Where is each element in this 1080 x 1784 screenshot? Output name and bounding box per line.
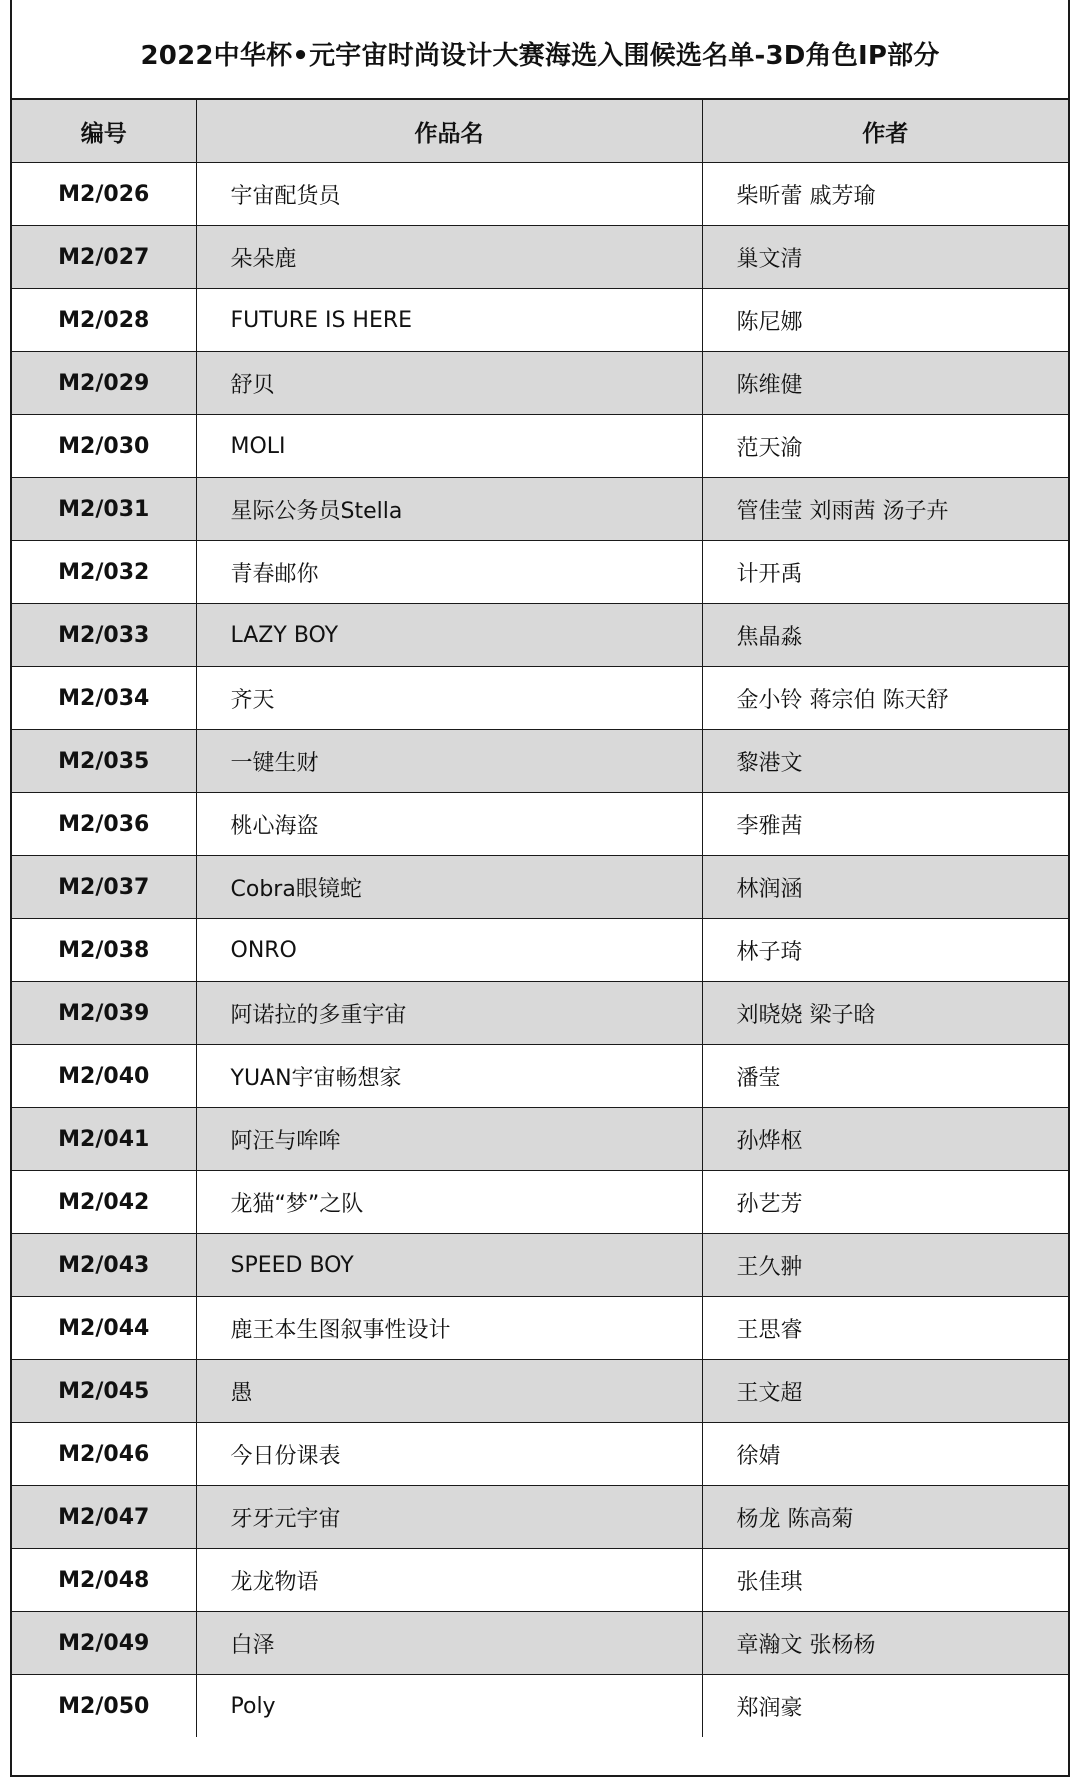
cell-work: 青春邮你 (196, 541, 702, 604)
cell-author: 林子琦 (702, 919, 1068, 982)
cell-code: M2/044 (12, 1297, 196, 1360)
cell-author: 潘莹 (702, 1045, 1068, 1108)
cell-code: M2/032 (12, 541, 196, 604)
cell-code: M2/026 (12, 163, 196, 226)
cell-code: M2/039 (12, 982, 196, 1045)
cell-work: 桃心海盗 (196, 793, 702, 856)
page-title: 2022中华杯•元宇宙时尚设计大赛海选入围候选名单-3D角色IP部分 (12, 0, 1068, 100)
cell-author: 管佳莹 刘雨茜 汤子卉 (702, 478, 1068, 541)
table-row (12, 856, 1068, 919)
cell-work: 阿汪与哞哞 (196, 1108, 702, 1171)
cell-author: 王久翀 (702, 1234, 1068, 1297)
cell-work: SPEED BOY (196, 1234, 702, 1297)
table-row (12, 1171, 1068, 1234)
cell-work: 星际公务员Stella (196, 478, 702, 541)
cell-code: M2/038 (12, 919, 196, 982)
table-row (12, 1486, 1068, 1549)
table-row (12, 604, 1068, 667)
table-row (12, 1675, 1068, 1738)
cell-author: 范天渝 (702, 415, 1068, 478)
cell-code: M2/046 (12, 1423, 196, 1486)
table-row (12, 352, 1068, 415)
cell-code: M2/031 (12, 478, 196, 541)
candidate-table (12, 100, 1068, 1737)
table-row (12, 163, 1068, 226)
cell-author: 陈尼娜 (702, 289, 1068, 352)
cell-work: FUTURE IS HERE (196, 289, 702, 352)
cell-code: M2/036 (12, 793, 196, 856)
cell-author: 李雅茜 (702, 793, 1068, 856)
cell-author: 徐婧 (702, 1423, 1068, 1486)
cell-author: 孙艺芳 (702, 1171, 1068, 1234)
cell-code: M2/029 (12, 352, 196, 415)
cell-work: 舒贝 (196, 352, 702, 415)
cell-author: 郑润豪 (736, 1695, 803, 1721)
table-row (12, 226, 1068, 289)
cell-code: M2/045 (12, 1360, 196, 1423)
cell-author: 王文超 (702, 1360, 1068, 1423)
cell-work: 白泽 (196, 1612, 702, 1675)
cell-code: M2/028 (12, 289, 196, 352)
cell-author: 林润涵 (702, 856, 1068, 919)
table-row (12, 1297, 1068, 1360)
cell-code: M2/048 (12, 1549, 196, 1612)
cell-author: 焦晶淼 (702, 604, 1068, 667)
table-row (12, 541, 1068, 604)
cell-author: 刘晓娆 梁子晗 (702, 982, 1068, 1045)
cell-author: 黎港文 (702, 730, 1068, 793)
cell-work: MOLI (196, 415, 702, 478)
cell-work: 牙牙元宇宙 (196, 1486, 702, 1549)
table-header-row (12, 100, 1068, 163)
table-row (12, 1360, 1068, 1423)
table-row (12, 289, 1068, 352)
cell-work: 宇宙配货员 (196, 163, 702, 226)
cell-code: M2/027 (12, 226, 196, 289)
cell-work: LAZY BOY (196, 604, 702, 667)
cell-author: 杨龙 陈高菊 (702, 1486, 1068, 1549)
cell-work: 龙猫“梦”之队 (196, 1171, 702, 1234)
table-row (12, 919, 1068, 982)
cell-author: 王思睿 (702, 1297, 1068, 1360)
cell-work: 一键生财 (196, 730, 702, 793)
cell-work: 龙龙物语 (196, 1549, 702, 1612)
cell-work: 愚 (196, 1360, 702, 1423)
cell-work: YUAN宇宙畅想家 (196, 1045, 702, 1108)
header-author: 作者 (702, 100, 1068, 163)
cell-work: 齐天 (196, 667, 702, 730)
cell-work: ONRO (196, 919, 702, 982)
table-row (12, 1423, 1068, 1486)
cell-code: M2/033 (12, 604, 196, 667)
cell-work: 阿诺拉的多重宇宙 (196, 982, 702, 1045)
table-row (12, 1612, 1068, 1675)
cell-work: 朵朵鹿 (196, 226, 702, 289)
table-row (12, 415, 1068, 478)
cell-author: 巢文清 (702, 226, 1068, 289)
cell-work: Cobra眼镜蛇 (196, 856, 702, 919)
table-row (12, 478, 1068, 541)
cell-work: 鹿王本生图叙事性设计 (196, 1297, 702, 1360)
cell-code: M2/049 (12, 1612, 196, 1675)
cell-author: 孙烨枢 (702, 1108, 1068, 1171)
cell-author: 章瀚文 张杨杨 (702, 1612, 1068, 1675)
table-row (12, 1549, 1068, 1612)
cell-code: M2/040 (12, 1045, 196, 1108)
cell-code: M2/035 (12, 730, 196, 793)
cell-author: 张佳琪 (702, 1549, 1068, 1612)
table-row (12, 1234, 1068, 1297)
table-row (12, 730, 1068, 793)
cell-work: 今日份课表 (196, 1423, 702, 1486)
cell-code: M2/047 (12, 1486, 196, 1549)
cell-code: M2/050 (12, 1675, 196, 1738)
cell-author: 金小铃 蒋宗伯 陈天舒 (702, 667, 1068, 730)
cell-code: M2/034 (12, 667, 196, 730)
cell-code: M2/030 (12, 415, 196, 478)
cell-work: Poly (196, 1675, 702, 1738)
cell-code: M2/043 (12, 1234, 196, 1297)
cell-code: M2/042 (12, 1171, 196, 1234)
header-work: 作品名 (196, 100, 702, 163)
table-row (12, 982, 1068, 1045)
cell-author: 柴昕蕾 戚芳瑜 (702, 163, 1068, 226)
candidate-list-sheet (10, 0, 1070, 1777)
cell-code: M2/041 (12, 1108, 196, 1171)
table-row (12, 1045, 1068, 1108)
cell-code: M2/037 (12, 856, 196, 919)
table-row (12, 793, 1068, 856)
table-row (12, 1108, 1068, 1171)
header-code: 编号 (12, 100, 196, 163)
cell-author: 陈维健 (702, 352, 1068, 415)
cell-author: 计开禹 (702, 541, 1068, 604)
table-row (12, 667, 1068, 730)
